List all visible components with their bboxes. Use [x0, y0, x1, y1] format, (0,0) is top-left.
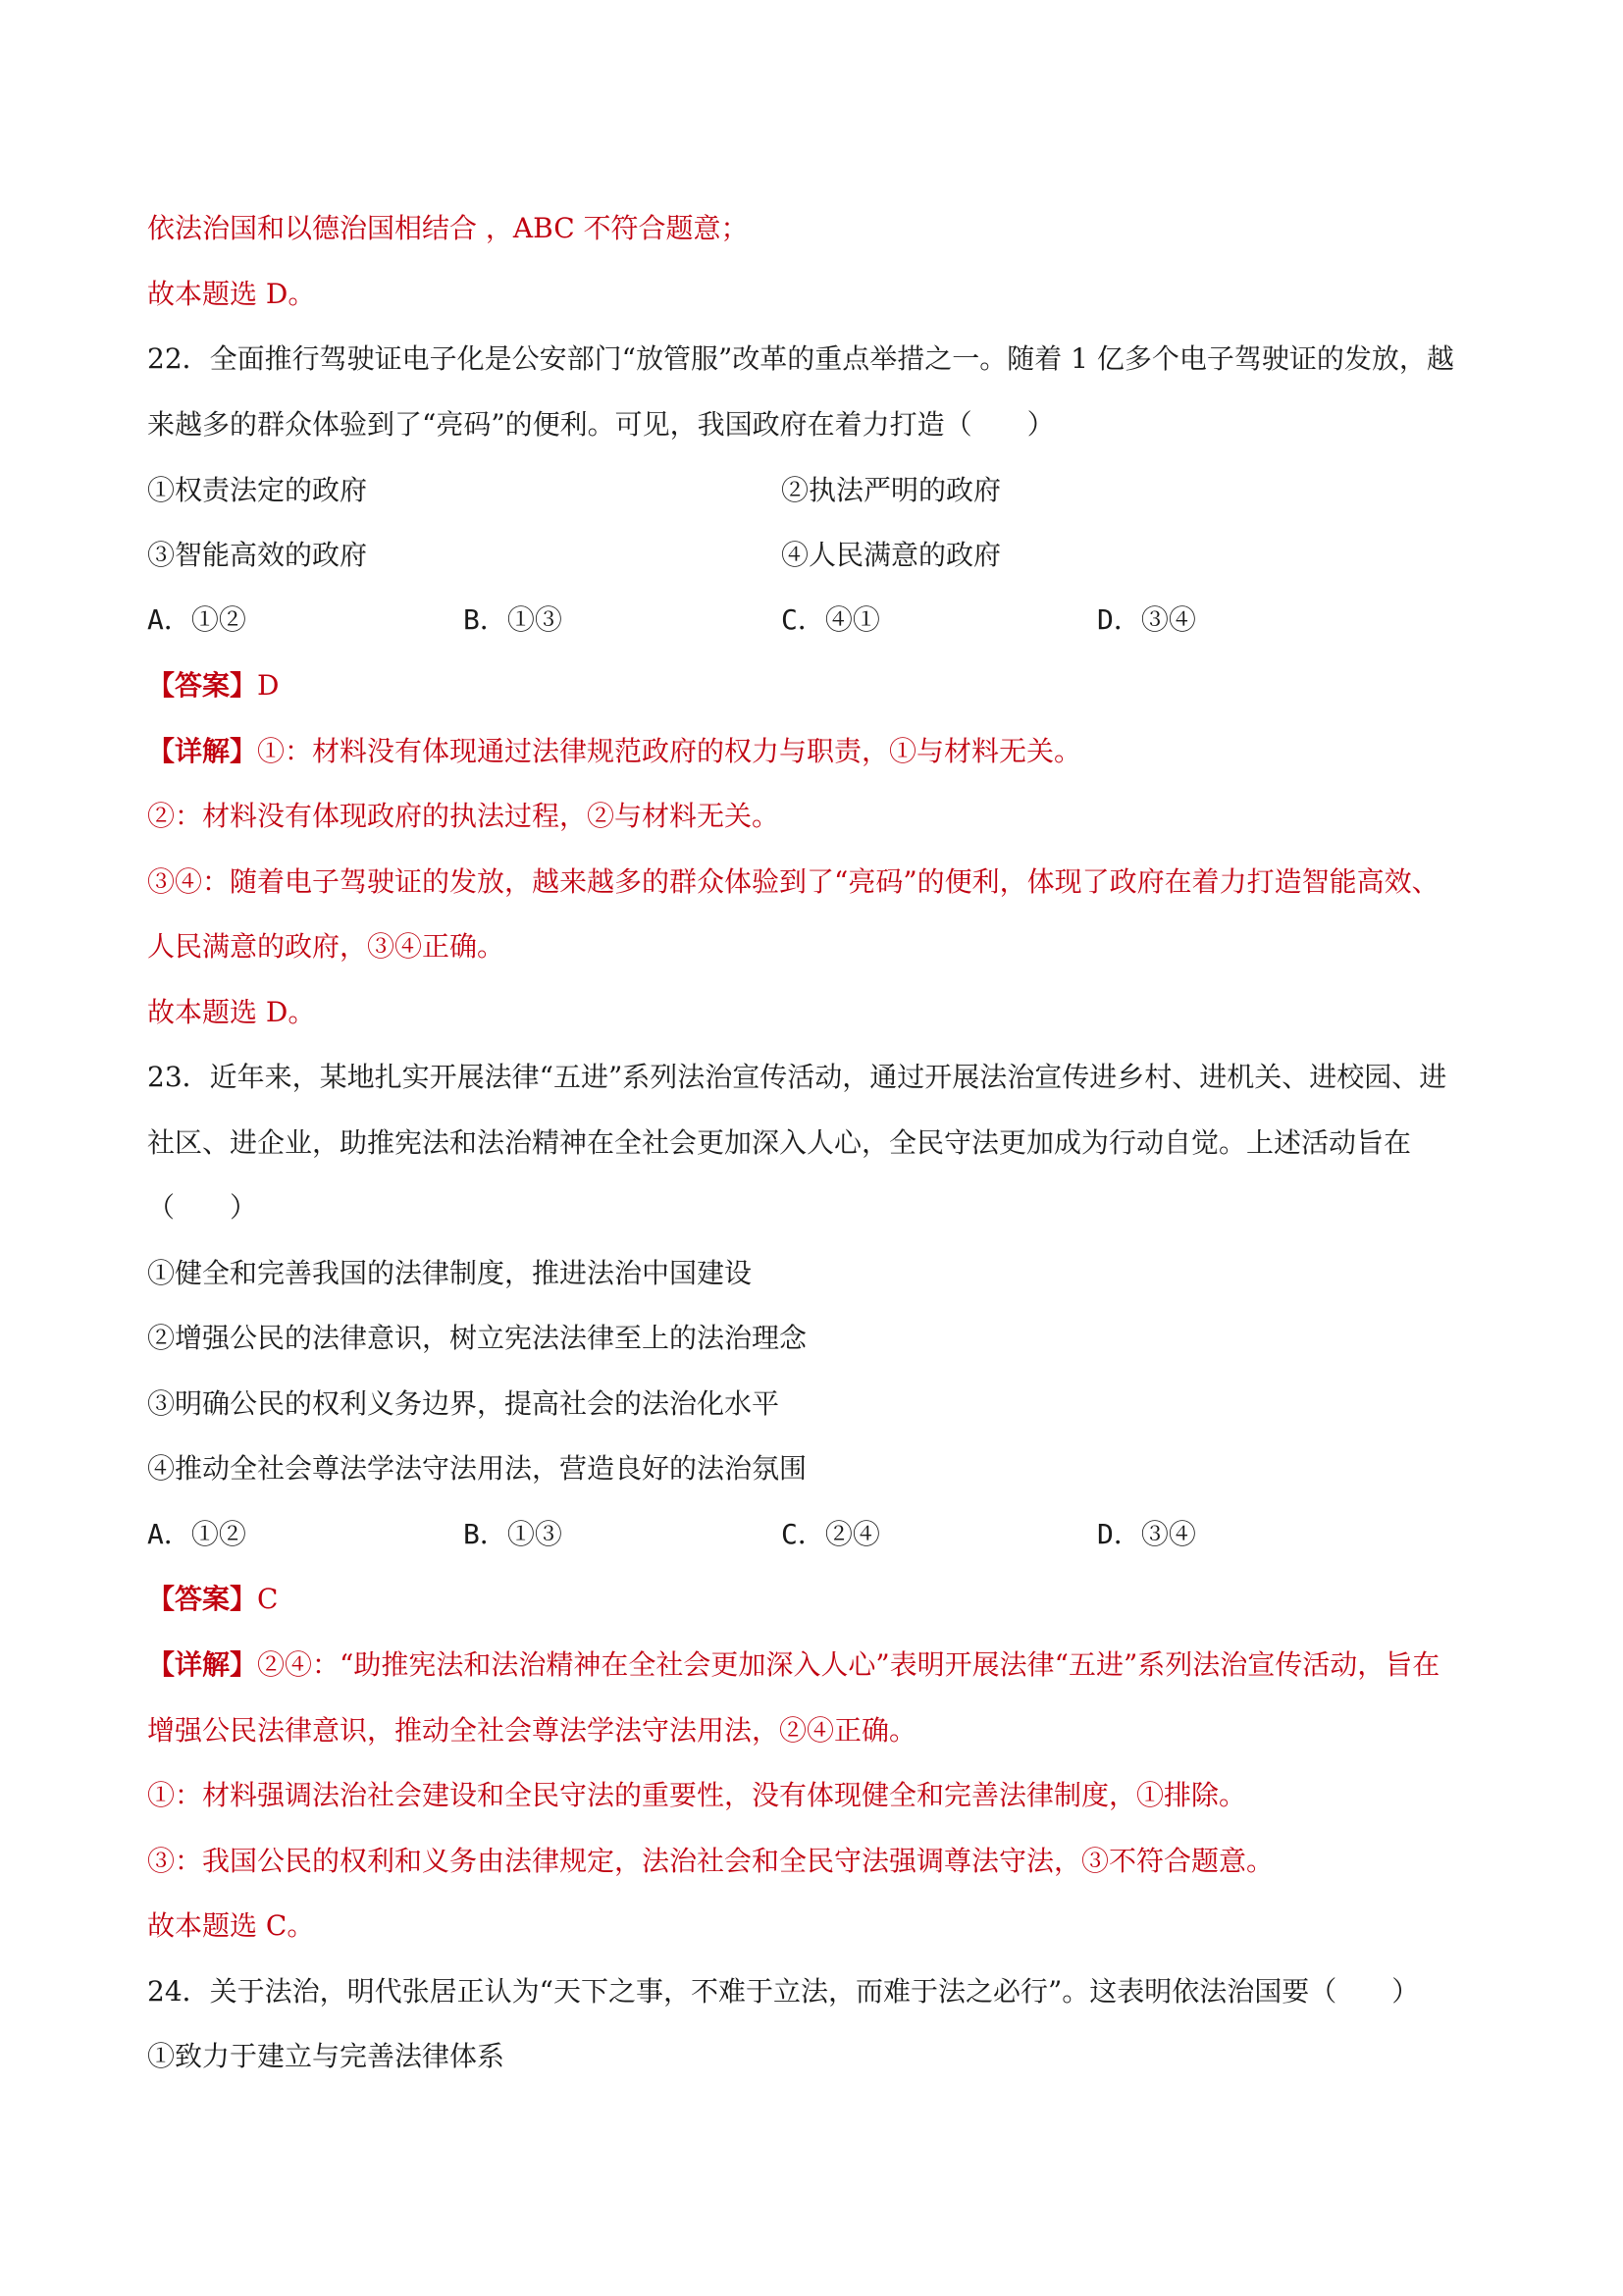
q23-detail-line-1 — [147, 1645, 1505, 1685]
q23-conclusion: 故本题选 C。 — [147, 1909, 315, 1942]
q23-detail-line-3: ①：材料强调法治社会建设和全民守法的重要性，没有体现健全和完善法律制度，①排除。 — [147, 1779, 1247, 1811]
q22-choice-c: C．④① — [781, 603, 880, 636]
answer-value: C — [257, 1583, 279, 1615]
q22-choice-a: A．①② — [147, 603, 246, 636]
q23-choice-b: B．①③ — [463, 1518, 562, 1550]
answer-tag: 【答案】 — [147, 669, 258, 702]
q22-stem-line-1: 22．全面推行驾驶证电子化是公安部门“放管服”改革的重点举措之一。随着 1 亿多个电子驾驶证的发放，越 — [147, 342, 1454, 375]
detail-text: ②④：“助推宪法和法治精神在全社会更加深入人心”表明开展法律“五进”系列法治宣传活动，旨在 — [257, 1648, 1440, 1681]
q22-item-2: ②执法严明的政府 — [781, 474, 1002, 506]
q23-detail-line-2: 增强公民法律意识，推动全社会尊法学法守法用法，②④正确。 — [147, 1714, 917, 1747]
q22-choice-d: D．③④ — [1097, 603, 1196, 636]
q23-stem-line-3: （ ） — [147, 1191, 258, 1224]
q23-choice-c: C．②④ — [781, 1518, 880, 1550]
answer-value: D — [257, 669, 280, 702]
q23-item-1: ①健全和完善我国的法律制度，推进法治中国建设 — [147, 1257, 753, 1289]
q23-choice-d: D．③④ — [1097, 1518, 1196, 1550]
detail-text: ①：材料没有体现通过法律规范政府的权力与职责，①与材料无关。 — [257, 735, 1082, 767]
q23-item-3: ③明确公民的权利义务边界，提高社会的法治化水平 — [147, 1387, 780, 1420]
q23-stem-line-2: 社区、进企业，助推宪法和法治精神在全社会更加深入人心，全民守法更加成为行动自觉。上述活动旨在 — [147, 1126, 1412, 1159]
q22-detail-line-2: ②：材料没有体现政府的执法过程，②与材料无关。 — [147, 800, 780, 832]
q22-stem-line-2: 来越多的群众体验到了“亮码”的便利。可见，我国政府在着力打造（ ） — [147, 408, 1055, 441]
q23-detail-line-4: ③：我国公民的权利和义务由法律规定，法治社会和全民守法强调尊法守法，③不符合题意。 — [147, 1845, 1275, 1877]
q23-choice-a: A．①② — [147, 1518, 246, 1550]
q22-conclusion: 故本题选 D。 — [147, 996, 316, 1028]
q22-item-1: ①权责法定的政府 — [147, 474, 368, 506]
q24-stem-line-1: 24．关于法治，明代张居正认为“天下之事，不难于立法，而难于法之必行”。这表明依法治国要（ ） — [147, 1975, 1420, 2008]
q22-detail-line-3: ③④：随着电子驾驶证的发放，越来越多的群众体验到了“亮码”的便利，体现了政府在着力打造智能高效、 — [147, 865, 1440, 898]
detail-tag: 【详解】 — [147, 1648, 258, 1681]
q22-item-4: ④人民满意的政府 — [781, 539, 1002, 571]
q21-conclusion: 故本题选 D。 — [147, 278, 316, 310]
answer-tag: 【答案】 — [147, 1583, 258, 1615]
q22-detail-line-4: 人民满意的政府，③④正确。 — [147, 930, 505, 963]
q23-stem-line-1: 23．近年来，某地扎实开展法律“五进”系列法治宣传活动，通过开展法治宣传进乡村、进机关、进校园、进 — [147, 1061, 1447, 1093]
q22-answer — [147, 666, 1505, 705]
q21-explanation-line: 依法治国和以德治国相结合 ，ABC 不符合题意； — [147, 212, 749, 244]
q23-item-2: ②增强公民的法律意识，树立宪法法律至上的法治理念 — [147, 1322, 808, 1354]
q24-item-1: ①致力于建立与完善法律体系 — [147, 2040, 505, 2072]
q22-choice-b: B．①③ — [463, 603, 562, 636]
detail-tag: 【详解】 — [147, 735, 258, 767]
q22-item-3: ③智能高效的政府 — [147, 539, 368, 571]
q23-item-4: ④推动全社会尊法学法守法用法，营造良好的法治氛围 — [147, 1452, 808, 1485]
q23-answer — [147, 1580, 1505, 1619]
q22-detail-line-1 — [147, 732, 1505, 771]
